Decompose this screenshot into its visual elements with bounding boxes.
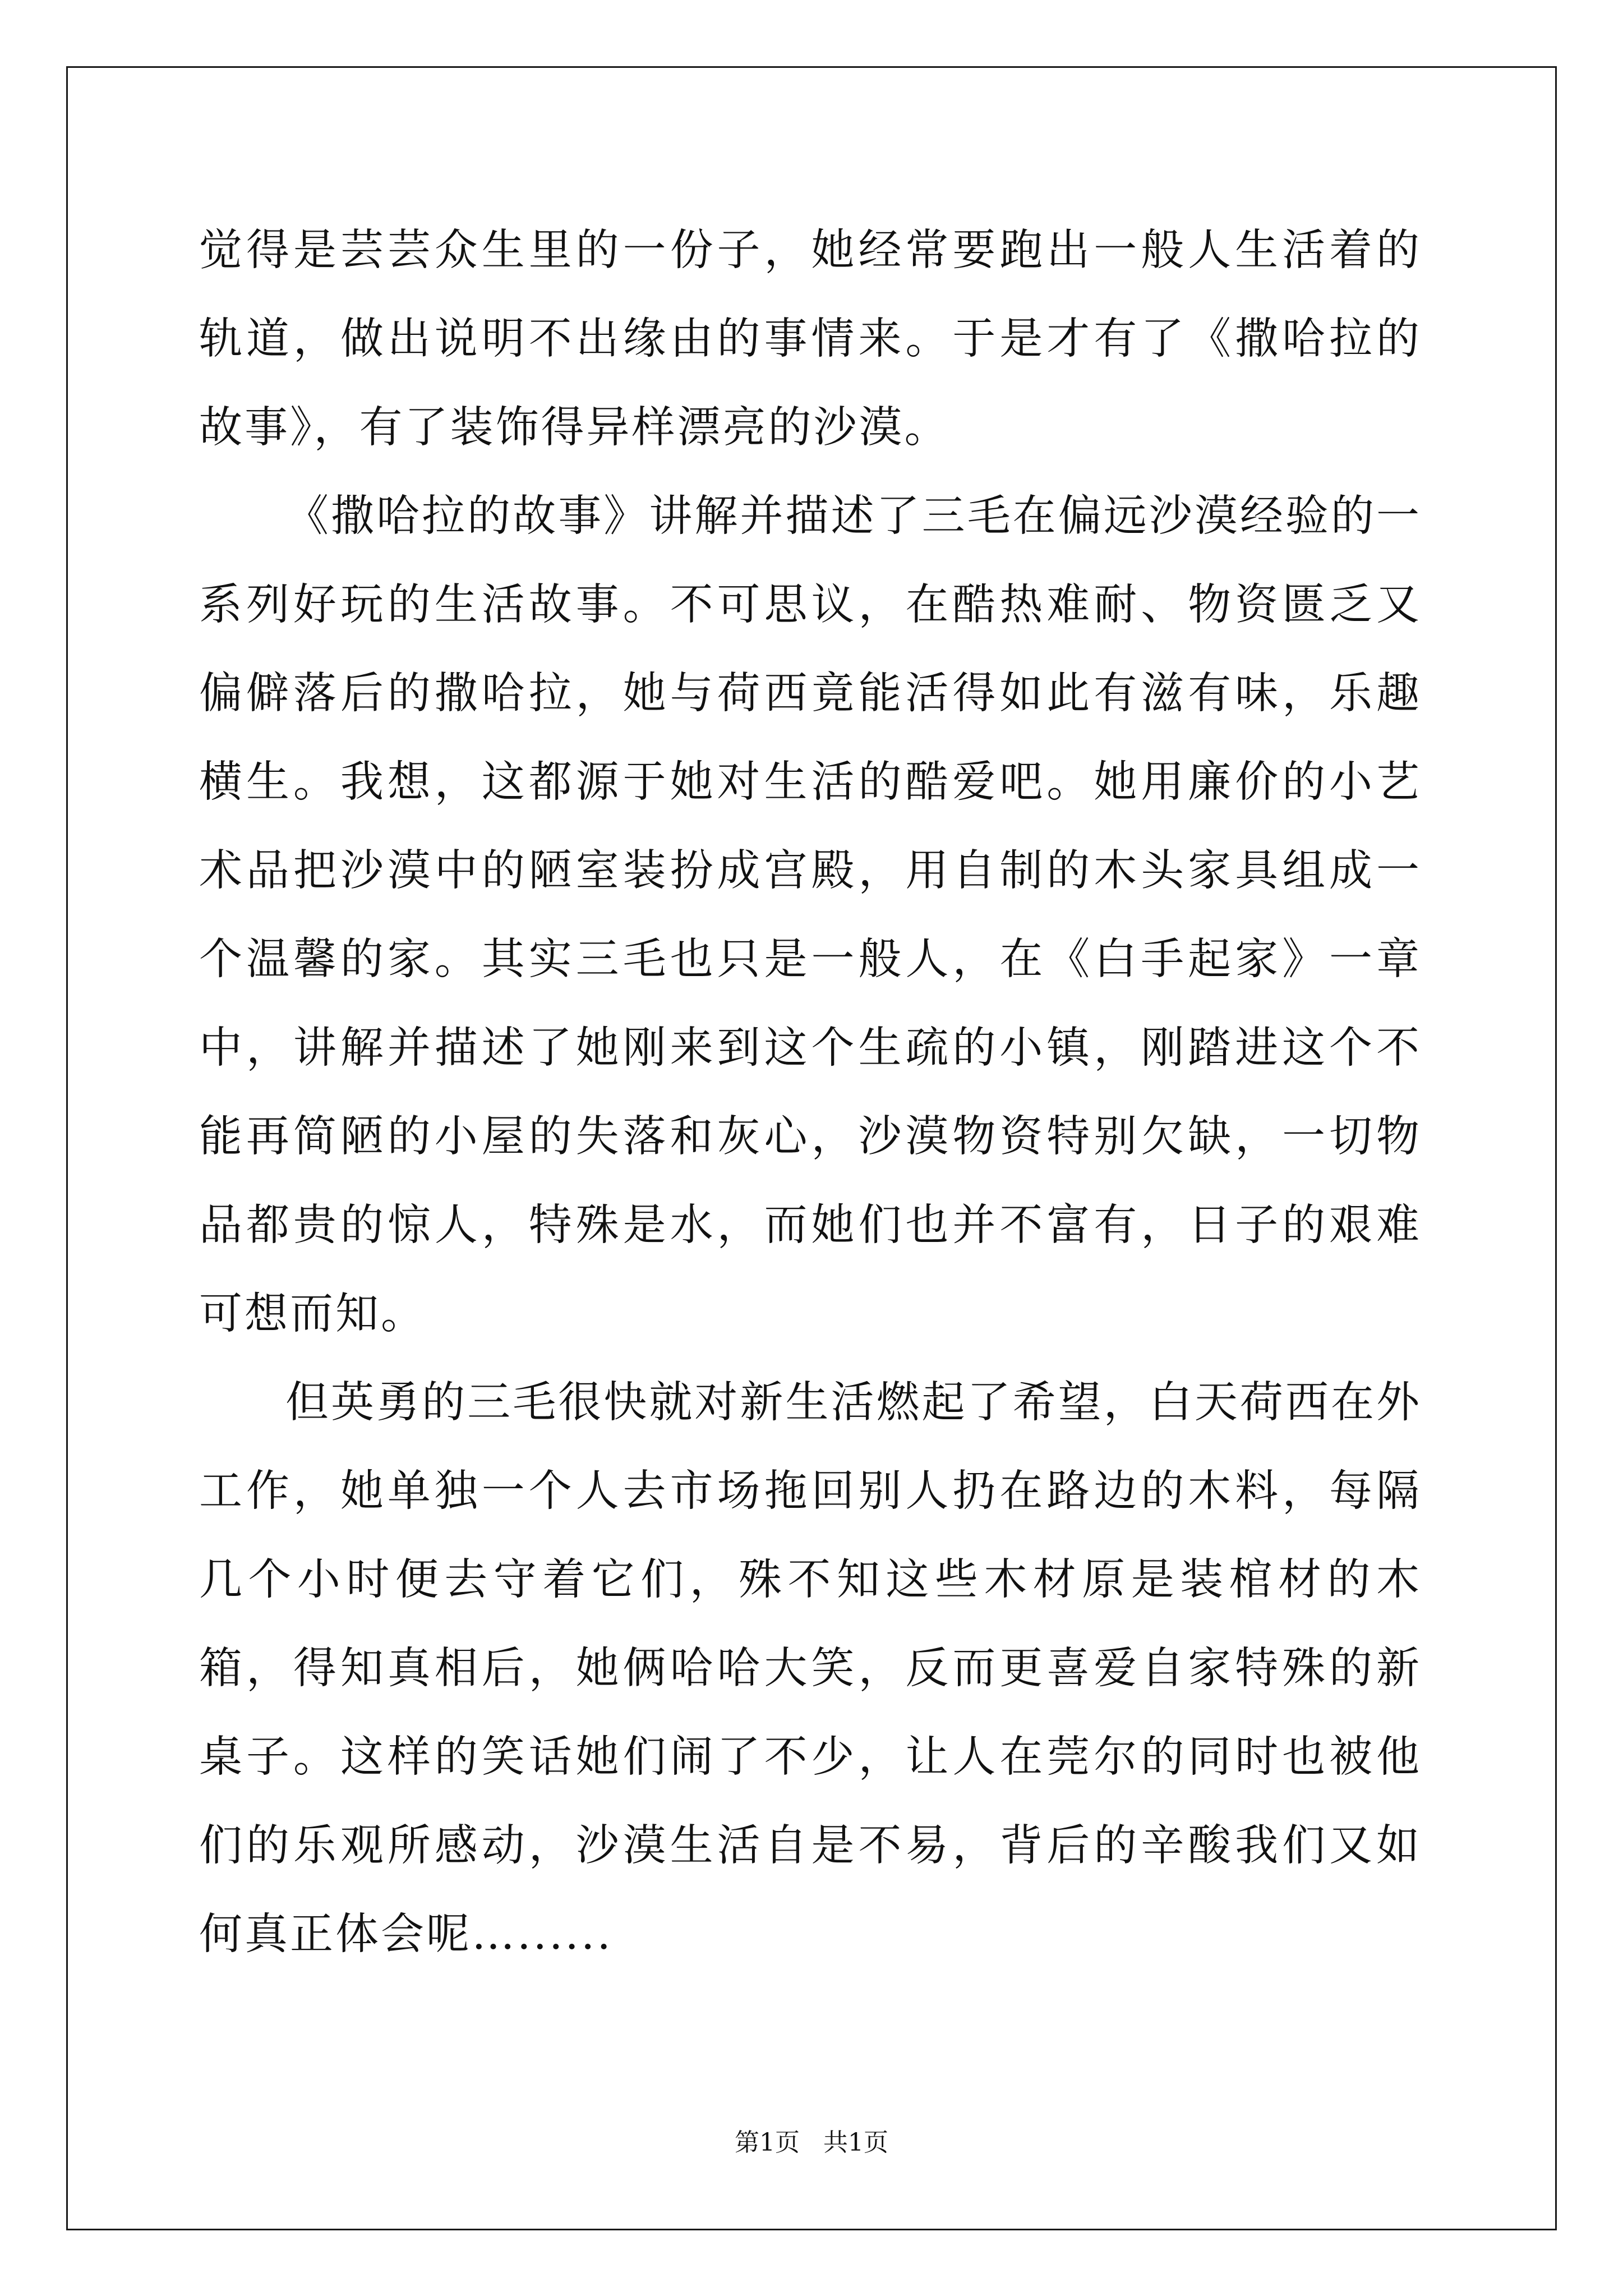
paragraph-2: 《撒哈拉的故事》讲解并描述了三毛在偏远沙漠经验的一系列好玩的生活故事。不可思议，在酷热难耐、物资匮乏又偏僻落后的撒哈拉，她与荷西竟能活得如此有滋有味，乐趣横生。我想，这都源于她对生活的酷爱吧。她用廉价的小艺术品把沙漠中的陋室装扮成宫殿，用自制的木头家具组成一个温馨的家。其实三毛也只是一般人，在《白手起家》一章中，讲解并描述了她刚来到这个生疏的小镇，刚踏进这个不能再简陋的小屋的失落和灰心，沙漠物资特别欠缺，一切物品都贵的惊人，特殊是水，而她们也并不富有，日子的艰难可想而知。 xyxy=(199,491,1422,1339)
page-number: 第1页 xyxy=(735,2128,800,2157)
page-total: 共1页 xyxy=(823,2128,888,2157)
paragraph-1: 觉得是芸芸众生里的一份子，她经常要跑出一般人生活着的轨道，做出说明不出缘由的事情来。于是才有了《撒哈拉的故事》，有了装饰得异样漂亮的沙漠。 xyxy=(199,226,1422,453)
footer-spacer xyxy=(800,2128,823,2157)
page-footer xyxy=(0,2122,1623,2158)
document-body xyxy=(199,206,1422,1979)
paragraph-3: 但英勇的三毛很快就对新生活燃起了希望，白天荷西在外工作，她单独一个人去市场拖回别人扔在路边的木料，每隔几个小时便去守着它们，殊不知这些木材原是装棺材的木箱，得知真相后，她俩哈哈大笑，反而更喜爱自家特殊的新桌子。这样的笑话她们闹了不少，让人在莞尔的同时也被他们的乐观所感动，沙漠生活自是不易，背后的辛酸我们又如何真正体会呢…...... xyxy=(199,1378,1422,1959)
